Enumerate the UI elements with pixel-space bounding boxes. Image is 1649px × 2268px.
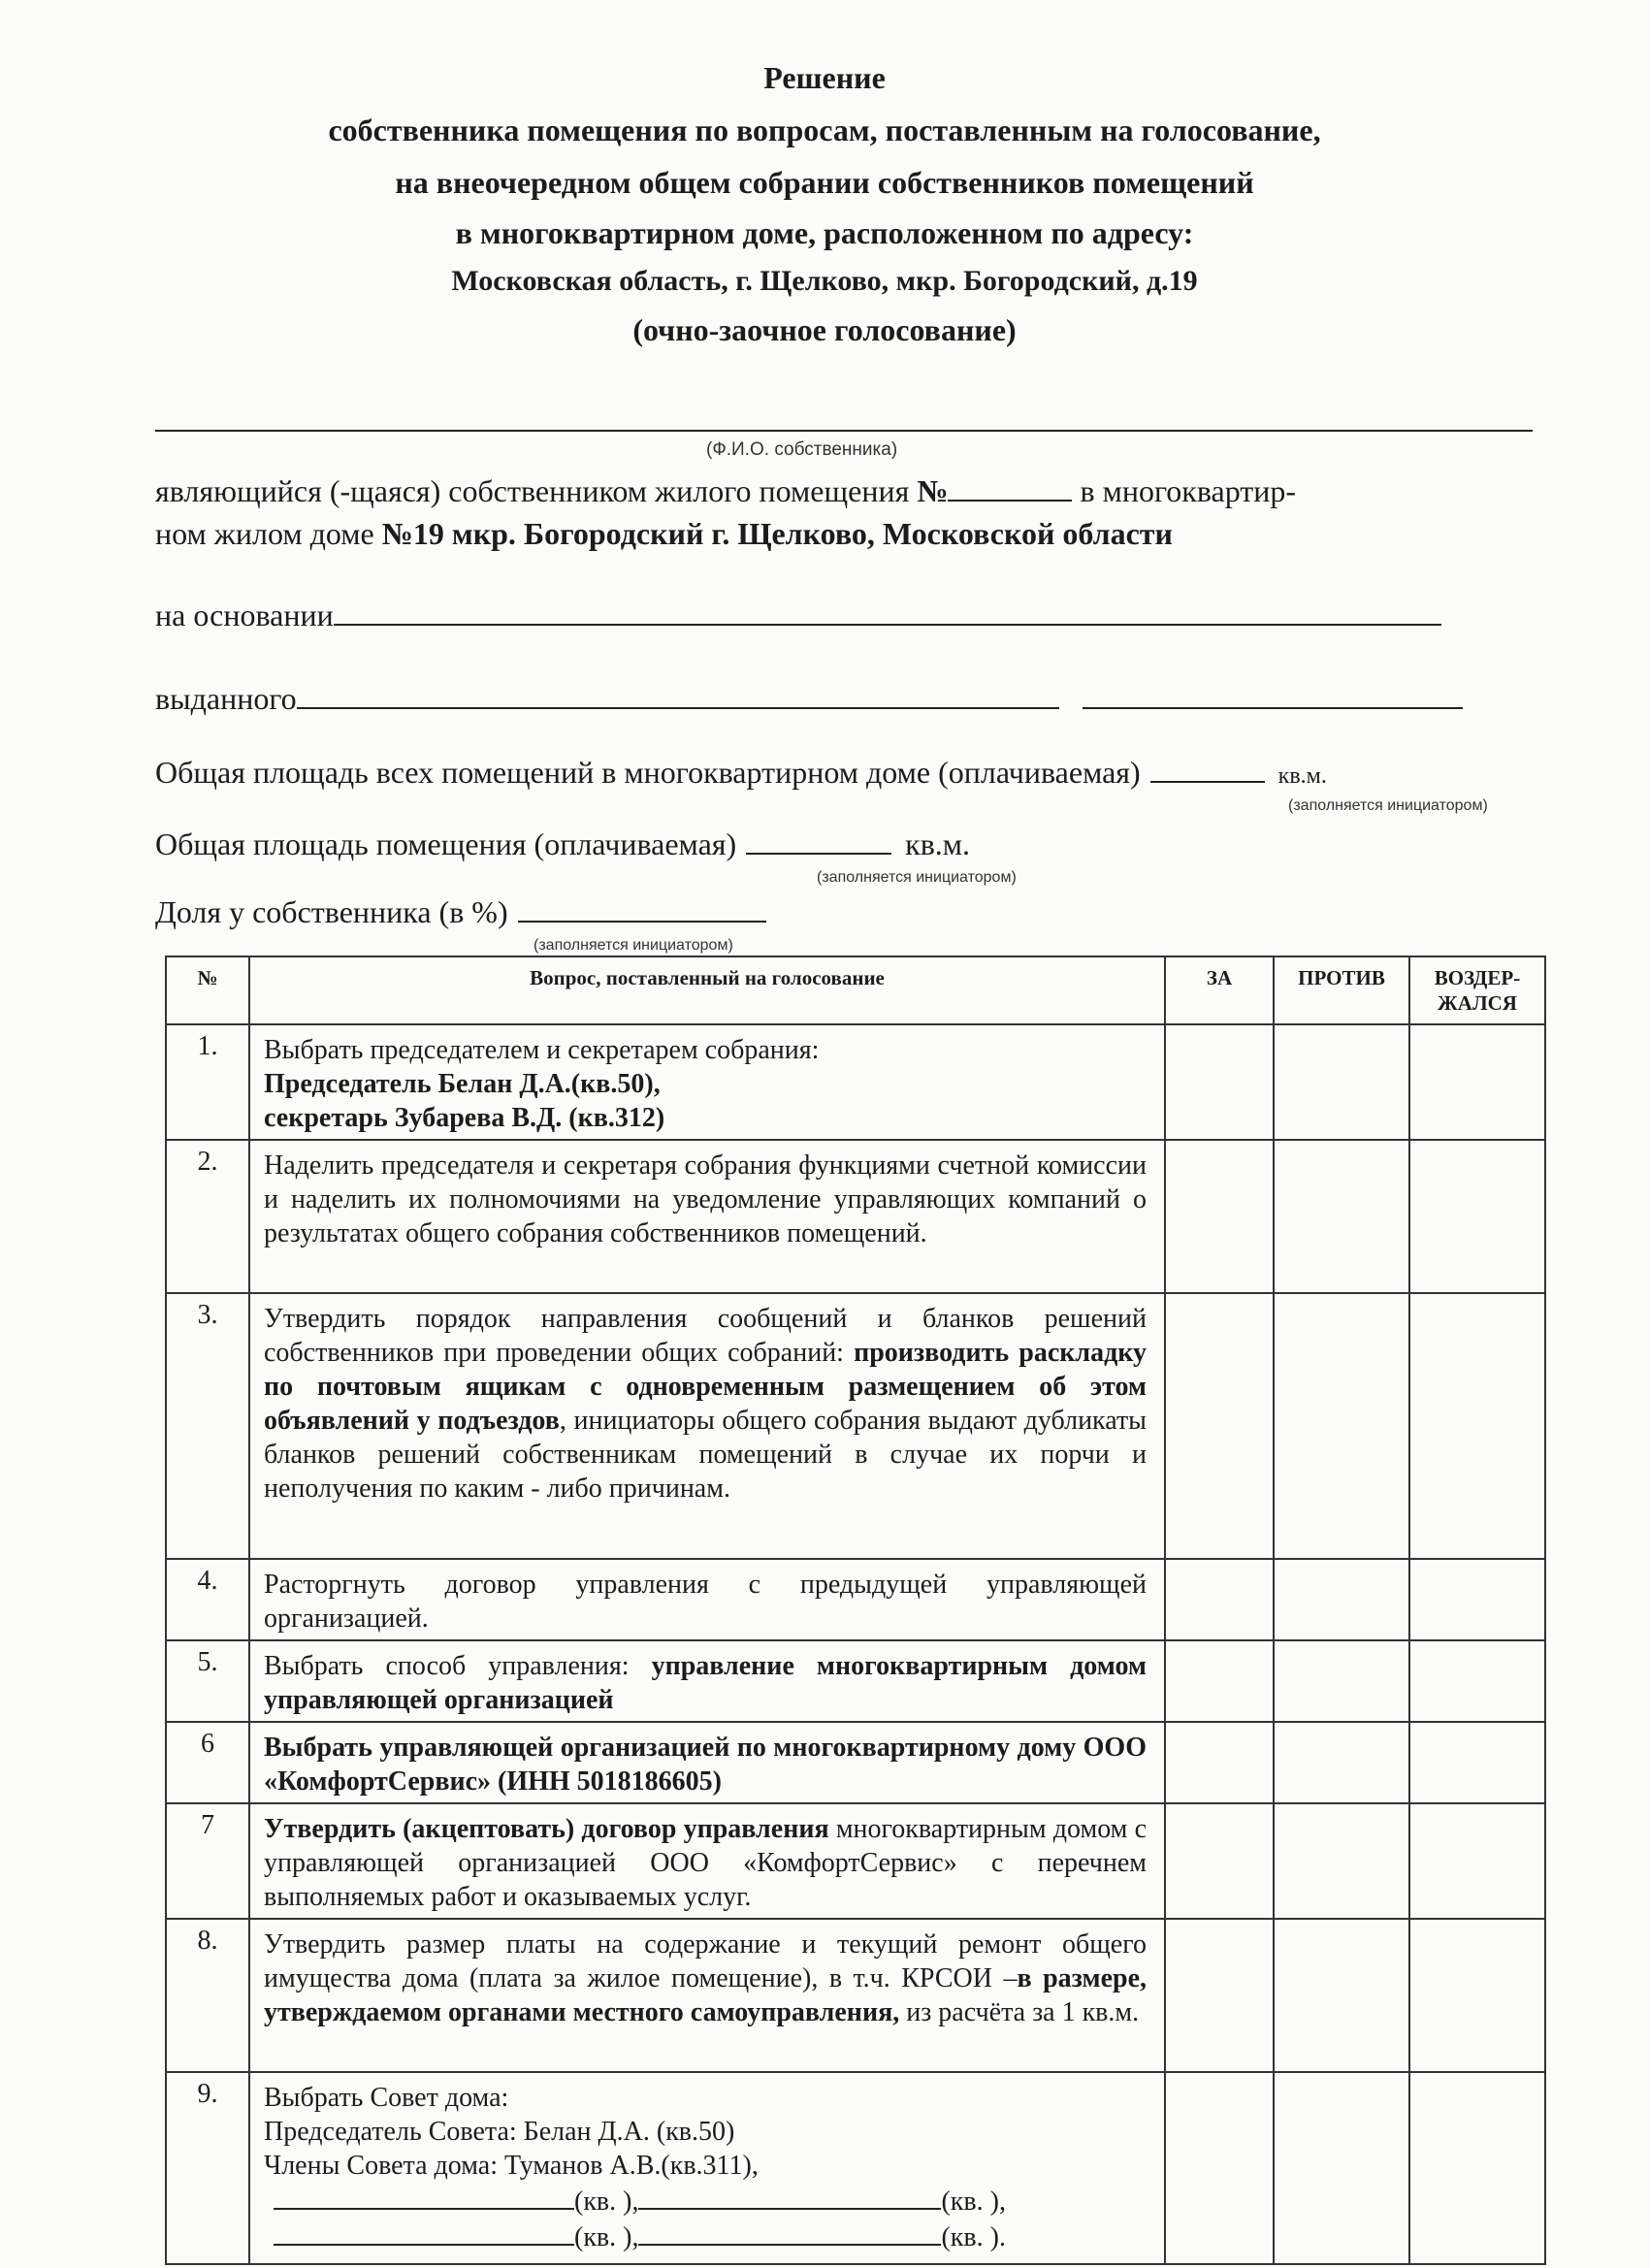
vote-against-cell[interactable]	[1274, 1024, 1409, 1140]
council-member-name-field[interactable]	[274, 2183, 574, 2210]
owner-name-caption: (Ф.И.О. собственника)	[706, 439, 898, 460]
header-abstain: ВОЗДЕР- ЖАЛСЯ	[1409, 956, 1545, 1024]
question-text: Расторгнуть договор управления с предыдущей управляющей организацией.	[249, 1559, 1165, 1640]
vote-against-cell[interactable]	[1274, 1803, 1409, 1919]
vote-abstain-cell[interactable]	[1409, 1803, 1545, 1919]
owner-name-line[interactable]	[155, 430, 1533, 432]
title-address: Московская область, г. Щелково, мкр. Богородский, д.19	[451, 265, 1198, 297]
table-row: 4. Расторгнуть договор управления с предыдущей управляющей организацией.	[166, 1559, 1545, 1640]
vote-for-cell[interactable]	[1165, 2072, 1274, 2264]
ownership-line-2: ном жилом доме №19 мкр. Богородский г. Щелково, Московской области	[155, 516, 1173, 551]
council-member-name-field[interactable]	[638, 2219, 941, 2246]
vote-against-cell[interactable]	[1274, 2072, 1409, 2264]
question-text: Выбрать способ управления: управление многоквартирным домом управляющей организацией	[249, 1640, 1165, 1722]
vote-abstain-cell[interactable]	[1409, 1293, 1545, 1559]
title-line-3: на внеочередном общем собрании собственников помещений	[395, 165, 1254, 200]
title-line-4: в многоквартирном доме, расположенном по адресу:	[455, 215, 1194, 250]
vote-against-cell[interactable]	[1274, 1640, 1409, 1722]
header-number: №	[166, 956, 249, 1024]
question-text: Утвердить порядок направления сообщений и бланков решений собственников при проведении общих собраний: производить раскладку по почтовым ящикам с одновременным размещением об этом объявлений у подъездов, инициаторы общего собрания выдают дубликаты бланков решений собственникам помещений в случае их порчи и неполучения по каким - либо причинам.	[249, 1293, 1165, 1559]
vote-against-cell[interactable]	[1274, 1293, 1409, 1559]
issued-by-field[interactable]	[297, 707, 1059, 709]
apartment-number-field[interactable]	[948, 500, 1072, 502]
table-row: 8. Утвердить размер платы на содержание и текущий ремонт общего имущества дома (плата за жилое помещение), в т.ч. КРСОИ –в размере, утверждаемом органами местного самоуправления, из расчёта за 1 кв.м.	[166, 1919, 1545, 2072]
table-row: 3. Утвердить порядок направления сообщений и бланков решений собственников при проведении общих собраний: производить раскладку по почтовым ящикам с одновременным размещением об этом объявлений у подъездов, инициаторы общего собрания выдают дубликаты бланков решений собственникам помещений в случае их порчи и неполучения по каким - либо причинам.	[166, 1293, 1545, 1559]
question-text: Наделить председателя и секретаря собрания функциями счетной комиссии и наделить их полномочиями на уведомление управляющих компаний о результатах общего собрания собственников помещений.	[249, 1140, 1165, 1293]
title-line-2: собственника помещения по вопросам, поставленным на голосование,	[328, 113, 1321, 147]
question-text: Утвердить размер платы на содержание и текущий ремонт общего имущества дома (плата за жилое помещение), в т.ч. КРСОИ –в размере, утверждаемом органами местного самоуправления, из расчёта за 1 кв.м.	[249, 1919, 1165, 2072]
question-text: Выбрать председателем и секретарем собрания: Председатель Белан Д.А.(кв.50), секретарь Зубарева В.Д. (кв.312)	[249, 1024, 1165, 1140]
vote-for-cell[interactable]	[1165, 1803, 1274, 1919]
vote-abstain-cell[interactable]	[1409, 2072, 1545, 2264]
vote-against-cell[interactable]	[1274, 1559, 1409, 1640]
vote-against-cell[interactable]	[1274, 1140, 1409, 1293]
premise-area-note: (заполняется инициатором)	[817, 869, 1017, 886]
voting-table	[165, 956, 1546, 2265]
table-row: 7 Утвердить (акцептовать) договор управления многоквартирным домом с управляющей организацией ООО «КомфортСервис» с перечнем выполняемых работ и оказываемых услуг.	[166, 1803, 1545, 1919]
header-question: Вопрос, поставленный на голосование	[249, 956, 1165, 1024]
total-area-field[interactable]	[1150, 781, 1265, 783]
total-area-row: Общая площадь всех помещений в многоквартирном доме (оплачиваемая) кв.м.	[155, 755, 1327, 790]
vote-against-cell[interactable]	[1274, 1722, 1409, 1803]
issued-row: выданного	[155, 679, 1463, 718]
title-voting-form: (очно-заочное голосование)	[632, 312, 1017, 347]
vote-for-cell[interactable]	[1165, 1722, 1274, 1803]
ownership-line-1: являющийся (-щаяся) собственником жилого помещения № в многоквартир-	[155, 473, 1297, 508]
table-row: 2. Наделить председателя и секретаря собрания функциями счетной комиссии и наделить их полномочиями на уведомление управляющих компаний о результатах общего собрания собственников помещений.	[166, 1140, 1545, 1293]
table-header-row	[166, 956, 1545, 1024]
table-row: 6 Выбрать управляющей организацией по многоквартирному дому ООО «КомфортСервис» (ИНН 5018186605)	[166, 1722, 1545, 1803]
question-text: Выбрать Совет дома: Председатель Совета: Белан Д.А. (кв.50) Члены Совета дома: Туманов А.В.(кв.311), (кв. ), (кв. ), (кв. ), (кв. ).	[249, 2072, 1165, 2264]
vote-for-cell[interactable]	[1165, 1140, 1274, 1293]
owner-share-row: Доля у собственника (в %)	[155, 892, 766, 931]
header-against: ПРОТИВ	[1274, 956, 1409, 1024]
basis-row: на основании	[155, 596, 1441, 634]
document-title: Решение	[763, 60, 886, 95]
premise-area-field[interactable]	[746, 853, 891, 855]
vote-abstain-cell[interactable]	[1409, 1722, 1545, 1803]
vote-for-cell[interactable]	[1165, 1024, 1274, 1140]
vote-for-cell[interactable]	[1165, 1559, 1274, 1640]
vote-for-cell[interactable]	[1165, 1919, 1274, 2072]
total-area-note: (заполняется инициатором)	[1288, 797, 1488, 814]
vote-for-cell[interactable]	[1165, 1293, 1274, 1559]
vote-for-cell[interactable]	[1165, 1640, 1274, 1722]
owner-share-note: (заполняется инициатором)	[534, 937, 733, 954]
vote-abstain-cell[interactable]	[1409, 1640, 1545, 1722]
vote-against-cell[interactable]	[1274, 1919, 1409, 2072]
vote-abstain-cell[interactable]	[1409, 1919, 1545, 2072]
table-row: 1. Выбрать председателем и секретарем собрания: Председатель Белан Д.А.(кв.50), секретарь Зубарева В.Д. (кв.312)	[166, 1024, 1545, 1140]
owner-share-field[interactable]	[518, 921, 766, 923]
question-text: Выбрать управляющей организацией по многоквартирному дому ООО «КомфортСервис» (ИНН 5018186605)	[249, 1722, 1165, 1803]
council-member-name-field[interactable]	[638, 2183, 941, 2210]
issued-date-field[interactable]	[1083, 707, 1463, 709]
vote-abstain-cell[interactable]	[1409, 1559, 1545, 1640]
vote-abstain-cell[interactable]	[1409, 1024, 1545, 1140]
table-row: 5. Выбрать способ управления: управление многоквартирным домом управляющей организацией	[166, 1640, 1545, 1722]
table-row: 9. Выбрать Совет дома: Председатель Совета: Белан Д.А. (кв.50) Члены Совета дома: Туманов А.В.(кв.311), (кв. ), (кв. ), (кв. ), (кв. ).	[166, 2072, 1545, 2264]
question-text: Утвердить (акцептовать) договор управления многоквартирным домом с управляющей организацией ООО «КомфортСервис» с перечнем выполняемых работ и оказываемых услуг.	[249, 1803, 1165, 1919]
vote-abstain-cell[interactable]	[1409, 1140, 1545, 1293]
premise-area-row: Общая площадь помещения (оплачиваемая) кв.м.	[155, 826, 971, 861]
header-for: ЗА	[1165, 956, 1274, 1024]
council-member-name-field[interactable]	[274, 2219, 574, 2246]
basis-field[interactable]	[334, 624, 1441, 626]
